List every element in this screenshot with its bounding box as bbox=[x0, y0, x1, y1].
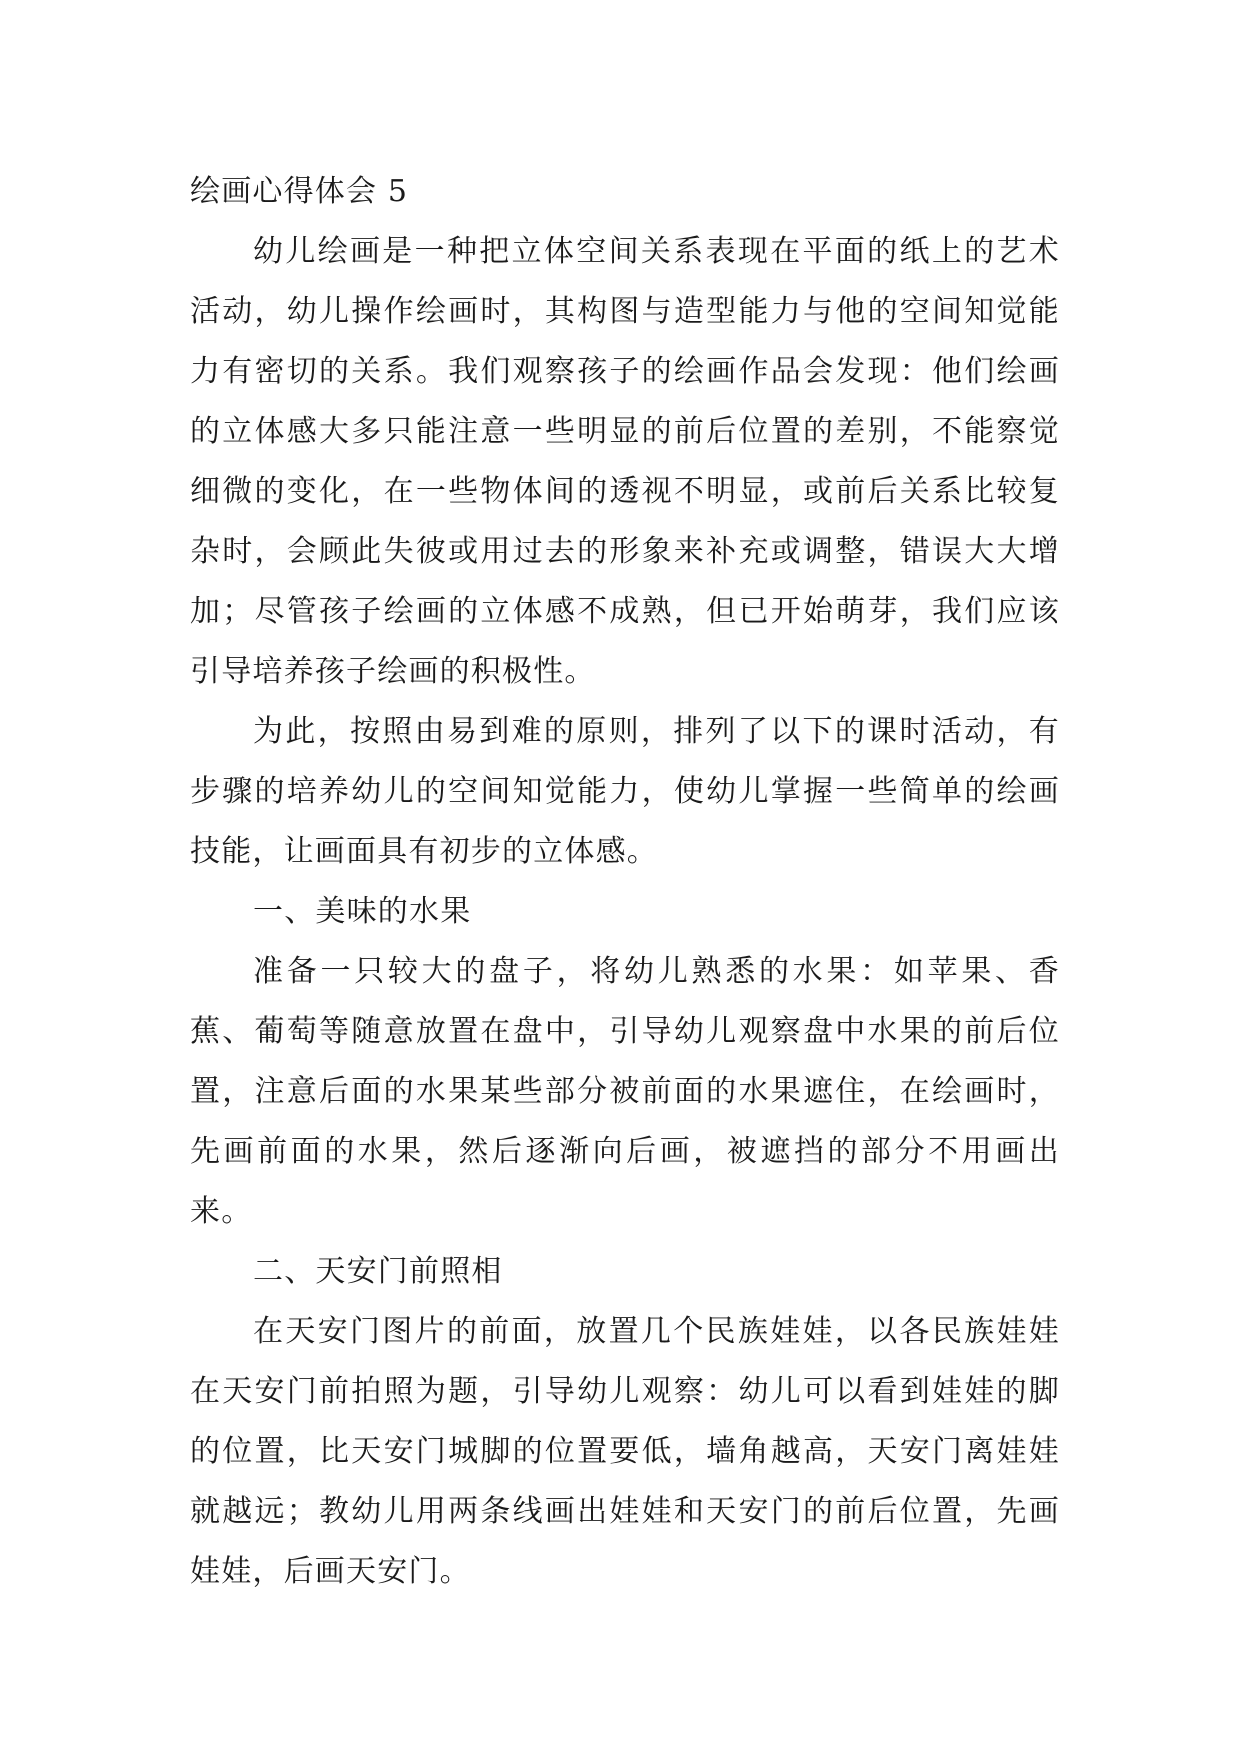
document-body bbox=[190, 162, 1060, 1602]
paragraph-tiananmen: 在天安门图片的前面，放置几个民族娃娃，以各民族娃娃在天安门前拍照为题，引导幼儿观察：幼儿可以看到娃娃的脚的位置，比天安门城脚的位置要低，墙角越高，天安门离娃娃就越远；教幼儿用两条线画出娃娃和天安门的前后位置，先画娃娃，后画天安门。 bbox=[190, 1314, 1060, 1589]
section-heading-tiananmen: 二、天安门前照相 bbox=[253, 1254, 503, 1289]
paragraph-intro: 幼儿绘画是一种把立体空间关系表现在平面的纸上的艺术活动，幼儿操作绘画时，其构图与造型能力与他的空间知觉能力有密切的关系。我们观察孩子的绘画作品会发现：他们绘画的立体感大多只能注意一些明显的前后位置的差别，不能察觉细微的变化，在一些物体间的透视不明显，或前后关系比较复杂时，会顾此失彼或用过去的形象来补充或调整，错误大大增加；尽管孩子绘画的立体感不成熟，但已开始萌芽，我们应该引导培养孩子绘画的积极性。 bbox=[190, 234, 1060, 689]
section-heading-fruit: 一、美味的水果 bbox=[253, 894, 472, 929]
document-title: 绘画心得体会 5 bbox=[190, 174, 409, 209]
paragraph-fruit: 准备一只较大的盘子，将幼儿熟悉的水果：如苹果、香蕉、葡萄等随意放置在盘中，引导幼儿观察盘中水果的前后位置，注意后面的水果某些部分被前面的水果遮住，在绘画时，先画前面的水果，然后逐渐向后画，被遮挡的部分不用画出来。 bbox=[190, 954, 1060, 1229]
paragraph-arrangement: 为此，按照由易到难的原则，排列了以下的课时活动，有步骤的培养幼儿的空间知觉能力，使幼儿掌握一些简单的绘画技能，让画面具有初步的立体感。 bbox=[190, 714, 1060, 869]
